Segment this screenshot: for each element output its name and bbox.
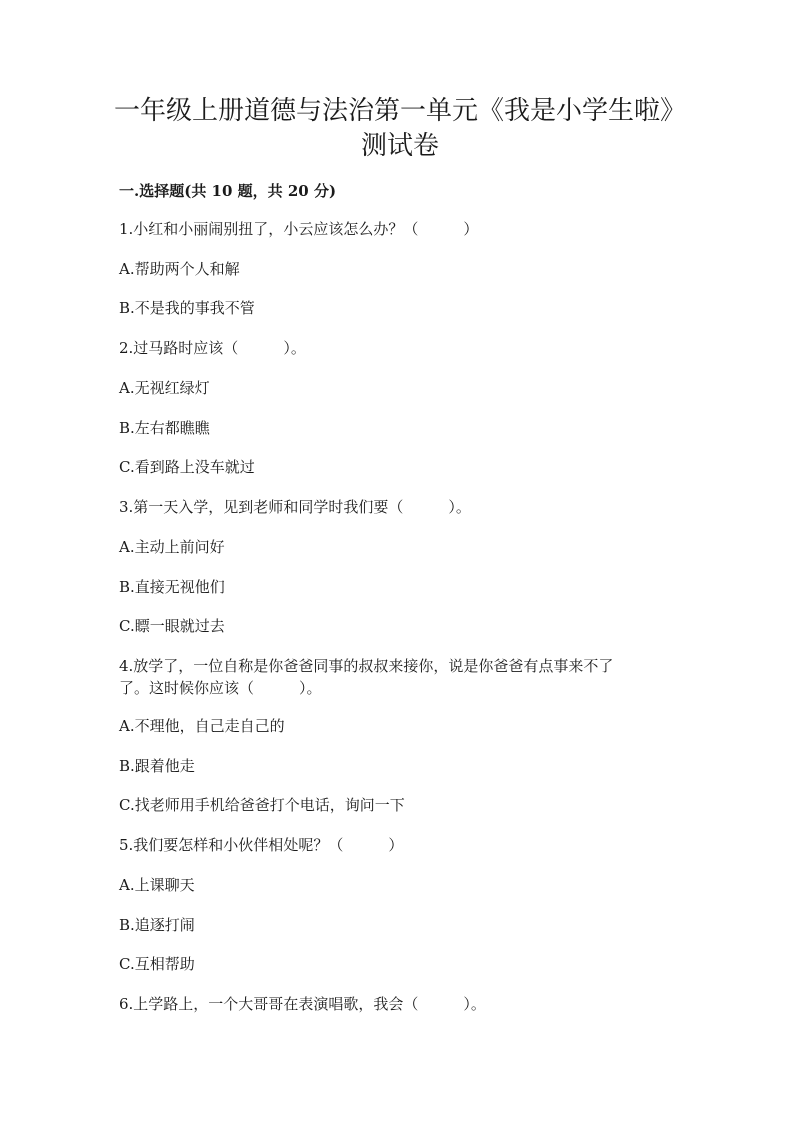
section-heading: 一.选择题(共 10 题，共 20 分) [119,182,337,200]
exam-subtitle: 测试卷 [360,131,439,161]
question-4-line1: 4.放学了，一位自称是你爸爸同事的叔叔来接你，说是你爸爸有点事来不了 [119,657,614,675]
option-4a: A.不理他，自己走自己的 [119,717,285,735]
question-1: 1.小红和小丽闹别扭了，小云应该怎么办？（ ） [119,220,479,238]
option-2b: B.左右都瞧瞧 [119,419,210,437]
option-5c: C.互相帮助 [119,955,195,973]
option-4c: C.找老师用手机给爸爸打个电话，询问一下 [119,796,405,814]
option-3a: A.主动上前问好 [119,538,225,556]
option-1b: B.不是我的事我不管 [119,299,255,317]
option-5a: A.上课聊天 [119,876,195,894]
option-4b: B.跟着他走 [119,757,195,775]
option-3c: C.瞟一眼就过去 [119,617,225,635]
question-6: 6.上学路上，一个大哥哥在表演唱歌，我会（ ）。 [119,995,486,1013]
option-1a: A.帮助两个人和解 [119,260,240,278]
exam-title: 一年级上册道德与法治第一单元《我是小学生啦》 [113,96,686,126]
question-3: 3.第一天入学，见到老师和同学时我们要（ ）。 [119,498,471,516]
question-2: 2.过马路时应该（ ）。 [119,339,306,357]
question-4-line2: 了。这时候你应该（ ）。 [119,679,322,697]
option-2a: A.无视红绿灯 [119,379,210,397]
option-2c: C.看到路上没车就过 [119,458,255,476]
option-5b: B.追逐打闹 [119,916,195,934]
question-5: 5.我们要怎样和小伙伴相处呢？（ ） [119,836,404,854]
option-3b: B.直接无视他们 [119,578,225,596]
